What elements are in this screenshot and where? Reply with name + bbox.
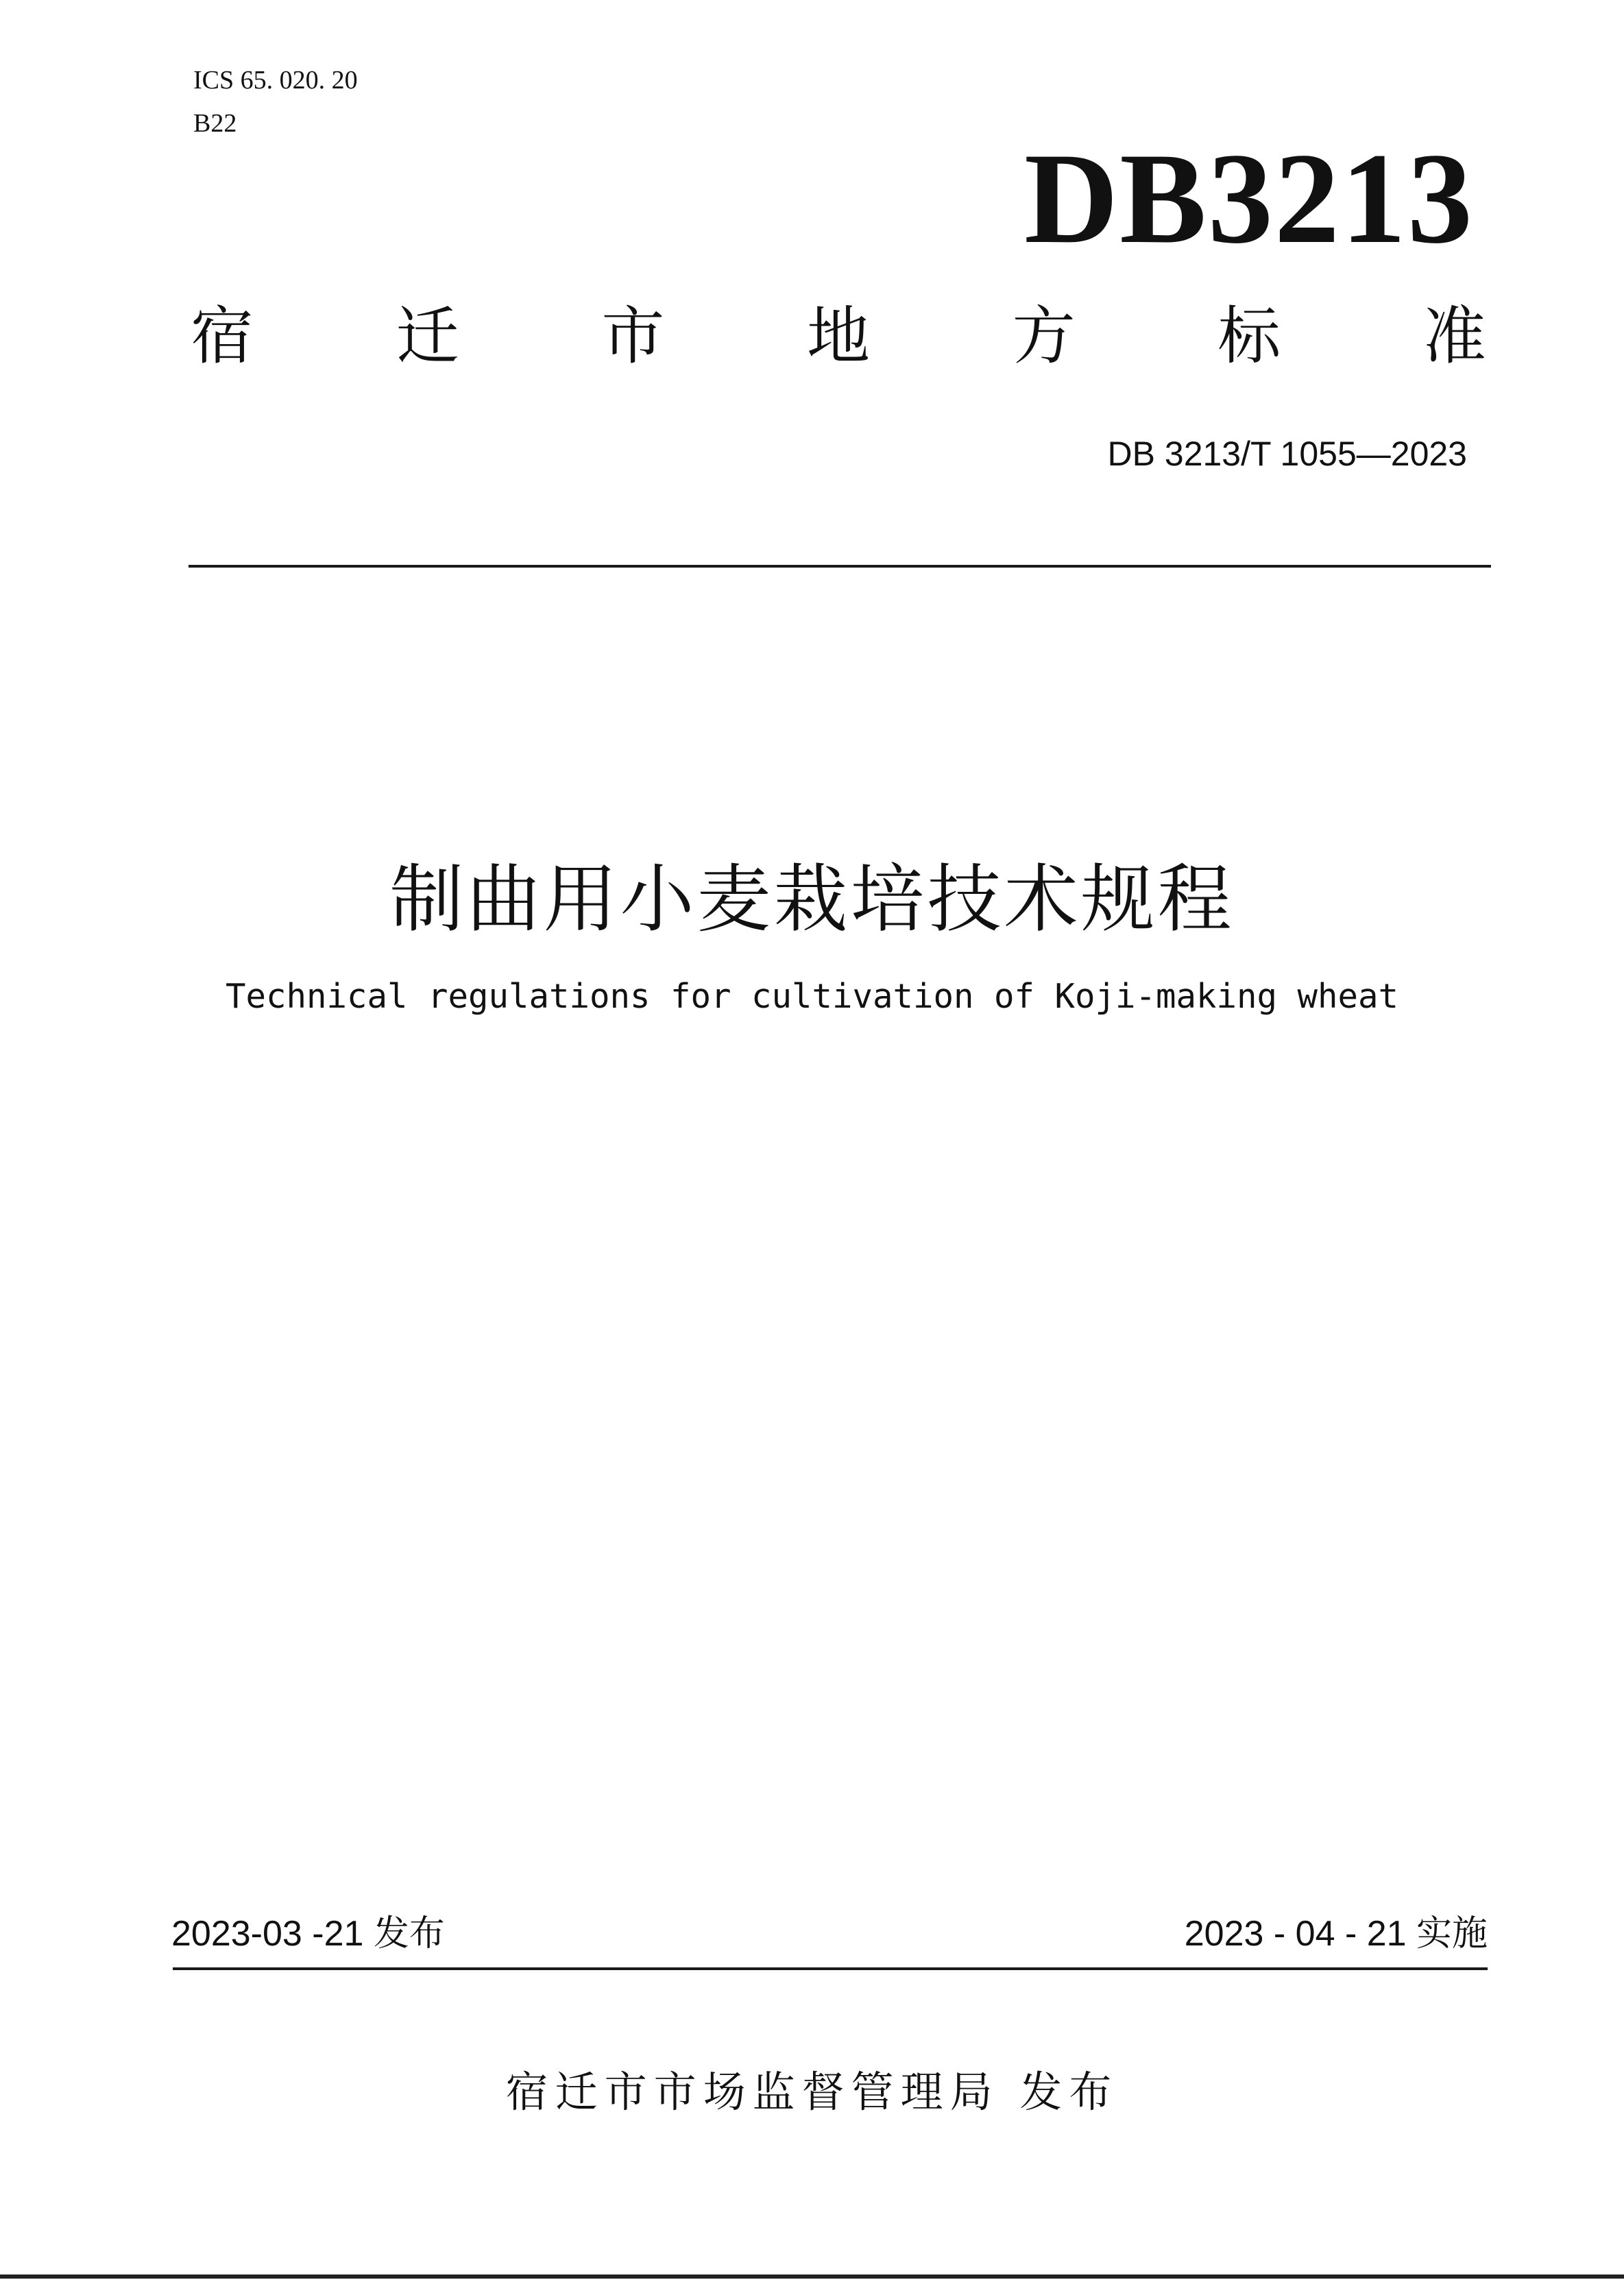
ics-code: ICS 65. 020. 20 (193, 66, 358, 95)
standard-type-char: 迁 (396, 300, 459, 373)
standard-type (191, 302, 1486, 371)
standard-type-char: 地 (806, 300, 870, 373)
document-title-chinese: 制曲用小麦栽培技术规程 (389, 857, 1235, 943)
footer-divider (173, 1967, 1488, 1970)
date-row (171, 1913, 1488, 1955)
implementation-date: 2023 - 04 - 21 实施 (1184, 1914, 1488, 1954)
standard-type-char: 方 (1012, 300, 1076, 373)
ccs-code: B22 (193, 109, 237, 138)
issuing-authority: 宿迁市市场监督管理局 发布 (505, 2067, 1119, 2117)
standard-code: DB3213 (1024, 127, 1474, 271)
release-date: 2023-03 -21 发布 (171, 1914, 445, 1954)
scan-edge-line (0, 2274, 1624, 2279)
standard-number: DB 3213/T 1055—2023 (1107, 435, 1467, 473)
standard-type-char: 准 (1422, 300, 1486, 373)
standard-type-char: 市 (601, 300, 665, 373)
standard-type-char: 宿 (191, 300, 254, 373)
document-title-english: Technical regulations for cultivation of Koji-making wheat (225, 977, 1399, 1016)
standard-type-char: 标 (1217, 300, 1281, 373)
header-divider (189, 565, 1491, 568)
